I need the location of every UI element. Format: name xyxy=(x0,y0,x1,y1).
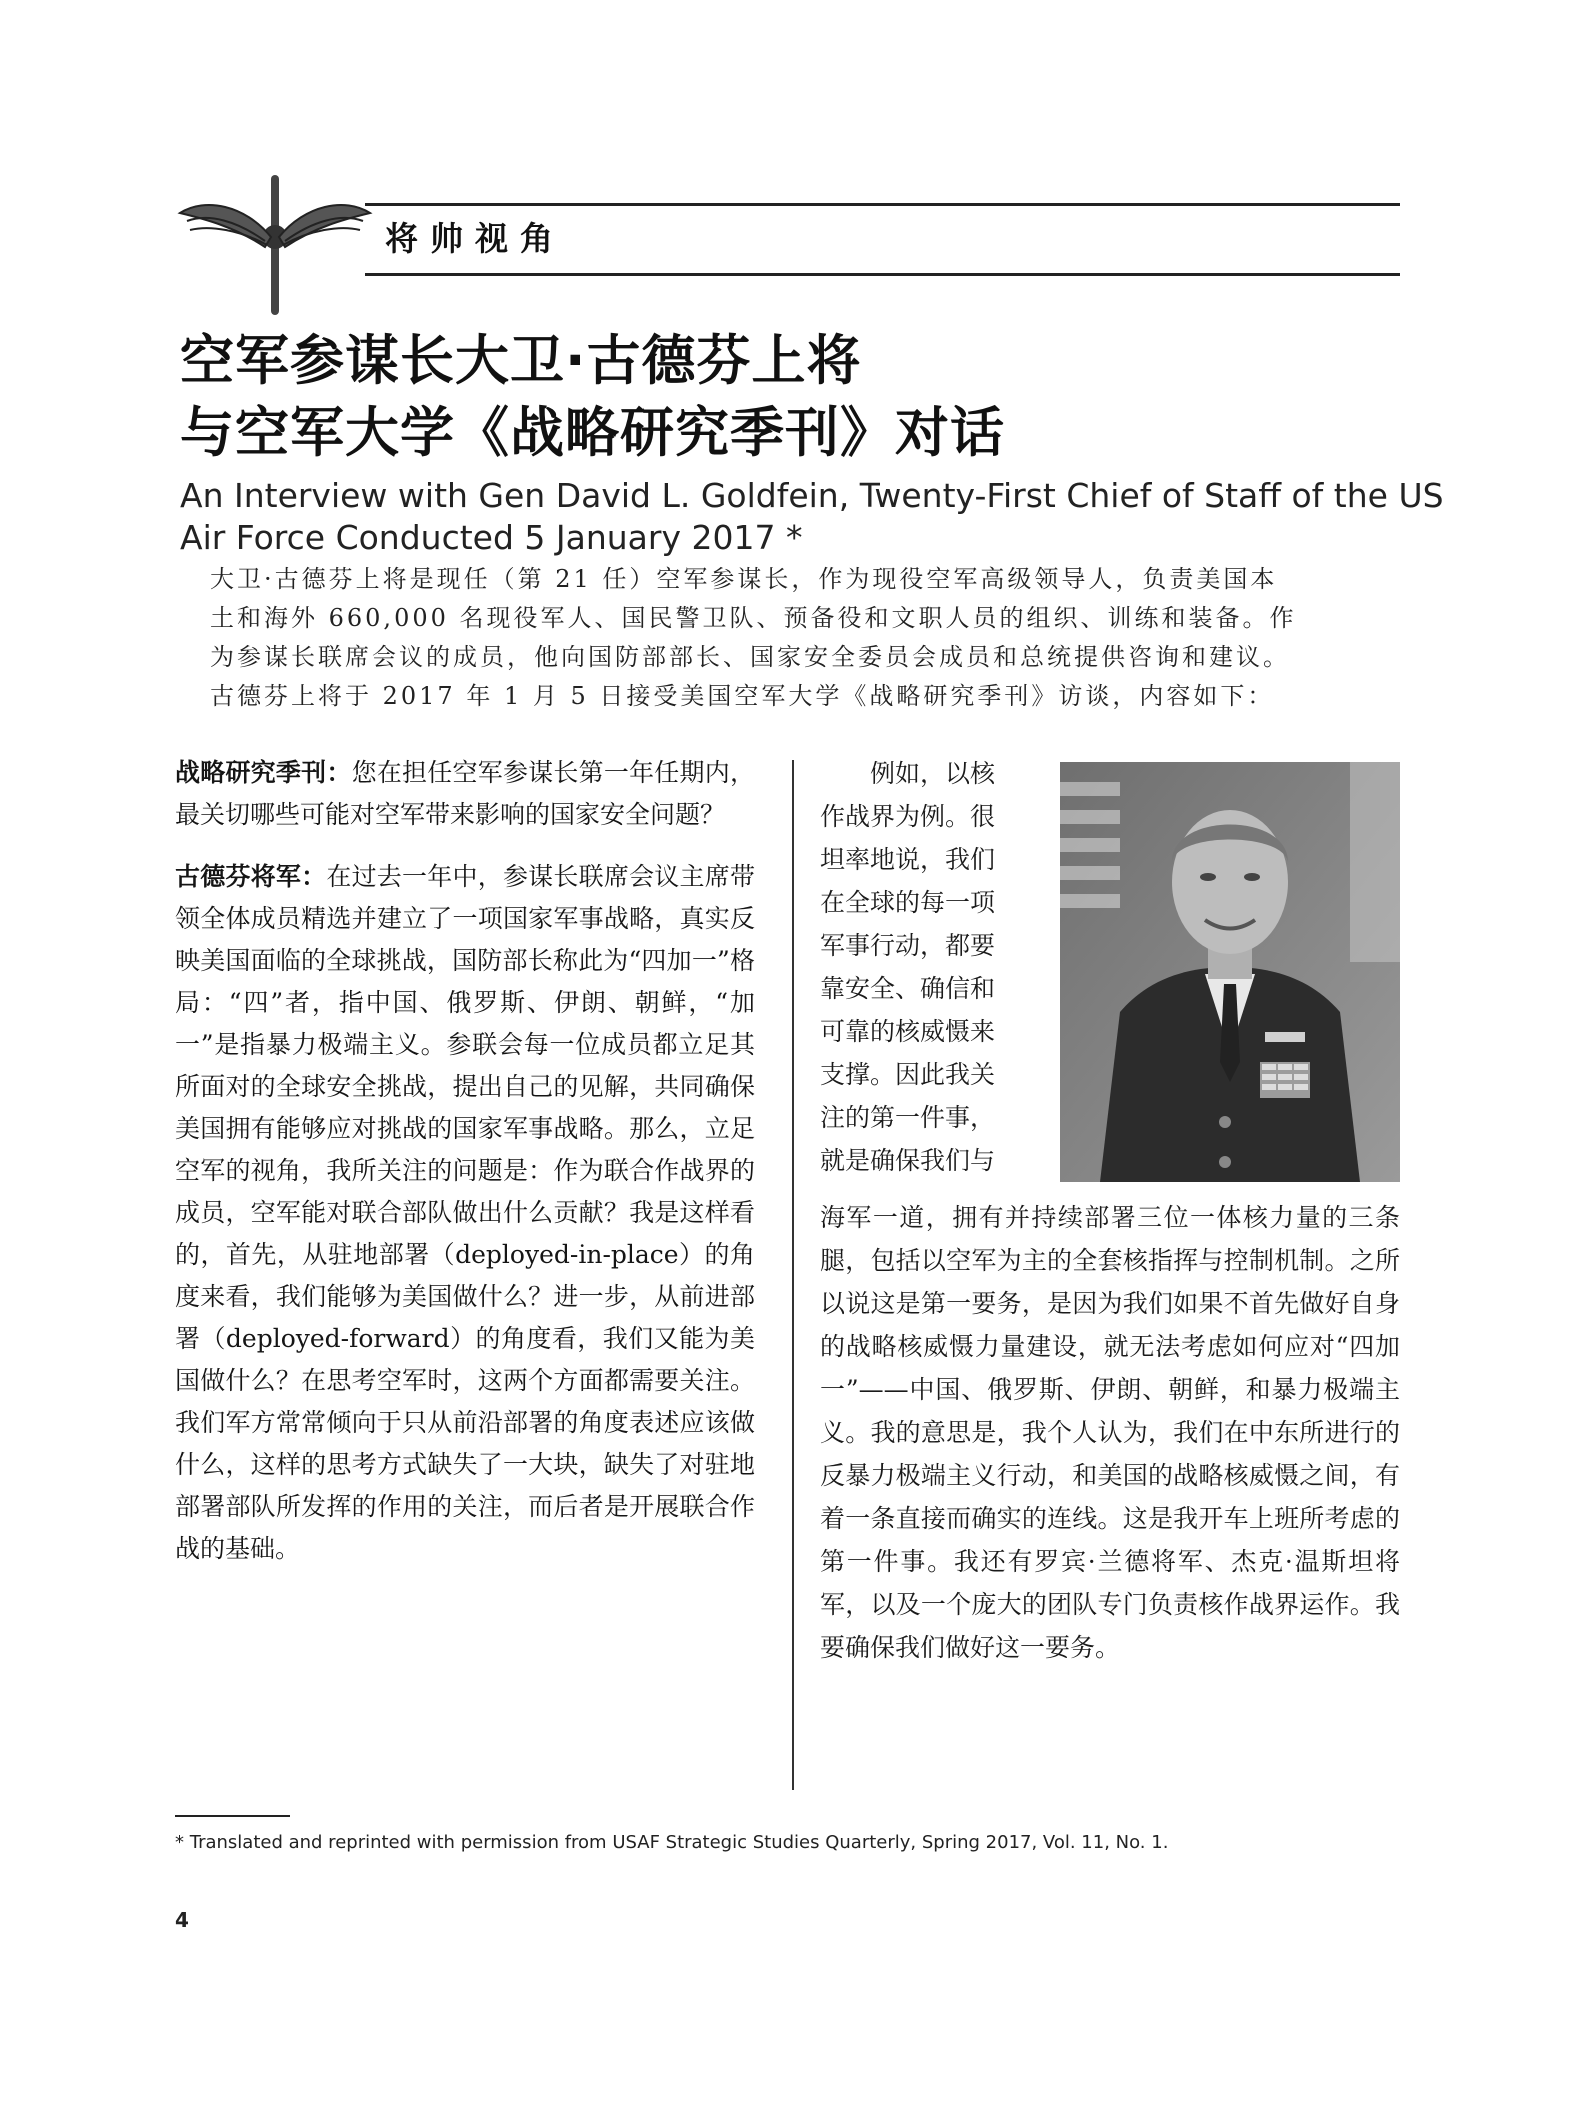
intro-line: 大卫·古德芬上将是现任（第 21 任）空军参谋长，作为现役空军高级领导人，负责美国本 xyxy=(210,565,1278,593)
speaker-label: 战略研究季刊： xyxy=(175,758,352,787)
text-line: 靠安全、确信和 xyxy=(820,974,996,1003)
general-portrait-photo xyxy=(1060,762,1400,1182)
text-line: 就是确保我们与 xyxy=(820,1146,996,1175)
title-en-line1: An Interview with Gen David L. Goldfein, Twenty-First Chief of Staff of the US xyxy=(180,476,1444,515)
intro-line: 古德芬上将于 2017 年 1 月 5 日接受美国空军大学《战略研究季刊》访谈，内容如下： xyxy=(210,682,1275,710)
text-line: 作战界为例。很 xyxy=(820,802,996,831)
text-line: 军事行动，都要 xyxy=(820,931,996,960)
air-force-wings-icon xyxy=(175,175,375,315)
answer-continuation: 海军一道，拥有并持续部署三位一体核力量的三条腿，包括以空军为主的全套核指挥与控制机制。之所以说这是第一要务，是因为我们如果不首先做好自身的战略核威慑力量建设，就无法考虑如何应对“四加一”——中国、俄罗斯、伊朗、朝鲜，和暴力极端主义。我的意思是，我个人认为，我们在中东所进行的反暴力极端主义行动，和美国的战略核威慑之间，有着一条直接而确实的连线。这是我开车上班所考虑的第一件事。我还有罗宾·兰德将军、杰克·温斯坦将军，以及一个庞大的团队专门负责核作战界运作。我要确保我们做好这一要务。 xyxy=(820,1203,1400,1662)
footnote: * Translated and reprinted with permission from USAF Strategic Studies Quarterly, Spring 2017, Vol. 11, No. 1. xyxy=(175,1832,1169,1853)
right-column-wide xyxy=(820,1196,1400,1669)
question-text: 您在担任空军参谋长第一年任期内，最关切哪些可能对空军带来影响的国家安全问题？ xyxy=(175,758,755,829)
section-label: 将帅视角 xyxy=(385,219,565,258)
header-rule-bottom xyxy=(365,273,1400,276)
section-header xyxy=(175,175,1400,285)
title-zh-line2: 与空军大学《战略研究季刊》对话 xyxy=(180,401,1005,464)
header-rule-top xyxy=(365,203,1400,206)
text-line: 例如，以核 xyxy=(820,759,996,788)
answer-paragraph xyxy=(175,856,755,1570)
text-line: 支撑。因此我关 xyxy=(820,1060,996,1089)
article-title-block xyxy=(180,325,1444,559)
intro-line: 为参谋长联席会议的成员，他向国防部部长、国家安全委员会成员和总统提供咨询和建议。 xyxy=(210,643,1290,671)
intro-paragraph xyxy=(210,560,1380,716)
answer-text: 在过去一年中，参谋长联席会议主席带领全体成员精选并建立了一项国家军事战略，真实反映美国面临的全球挑战，国防部长称此为“四加一”格局：“四”者，指中国、俄罗斯、伊朗、朝鲜，“加一”是指暴力极端主义。参联会每一位成员都立足其所面对的全球安全挑战，提出自己的见解，共同确保美国拥有能够应对挑战的国家军事战略。那么，立足空军的视角，我所关注的问题是：作为联合作战界的成员，空军能对联合部队做出什么贡献？我是这样看的，首先，从驻地部署（deployed-in-place）的角度来看，我们能够为美国做什么？进一步，从前进部署（deployed-forward）的角度看，我们又能为美国做什么？在思考空军时，这两个方面都需要关注。我们军方常常倾向于只从前沿部署的角度表述应该做什么，这样的思考方式缺失了一大块，缺失了对驻地部署部队所发挥的作用的关注，而后者是开展联合作战的基础。 xyxy=(175,862,755,1563)
text-line: 注的第一件事， xyxy=(820,1103,996,1132)
text-line: 坦率地说，我们 xyxy=(820,845,996,874)
title-zh-line1: 空军参谋长大卫·古德芬上将 xyxy=(180,329,862,392)
question-paragraph xyxy=(175,752,755,836)
page-number: 4 xyxy=(175,1908,189,1932)
left-column xyxy=(175,752,755,1590)
text-line: 在全球的每一项 xyxy=(820,888,996,917)
speaker-label: 古德芬将军： xyxy=(175,862,327,891)
intro-line: 土和海外 660,000 名现役军人、国民警卫队、预备役和文职人员的组织、训练和装备。作 xyxy=(210,604,1297,632)
footnote-rule xyxy=(175,1815,290,1817)
column-divider xyxy=(792,760,794,1790)
text-line: 可靠的核威慑来 xyxy=(820,1017,996,1046)
title-en-line2: Air Force Conducted 5 January 2017 * xyxy=(180,518,803,557)
right-column-narrow xyxy=(820,752,1045,1182)
